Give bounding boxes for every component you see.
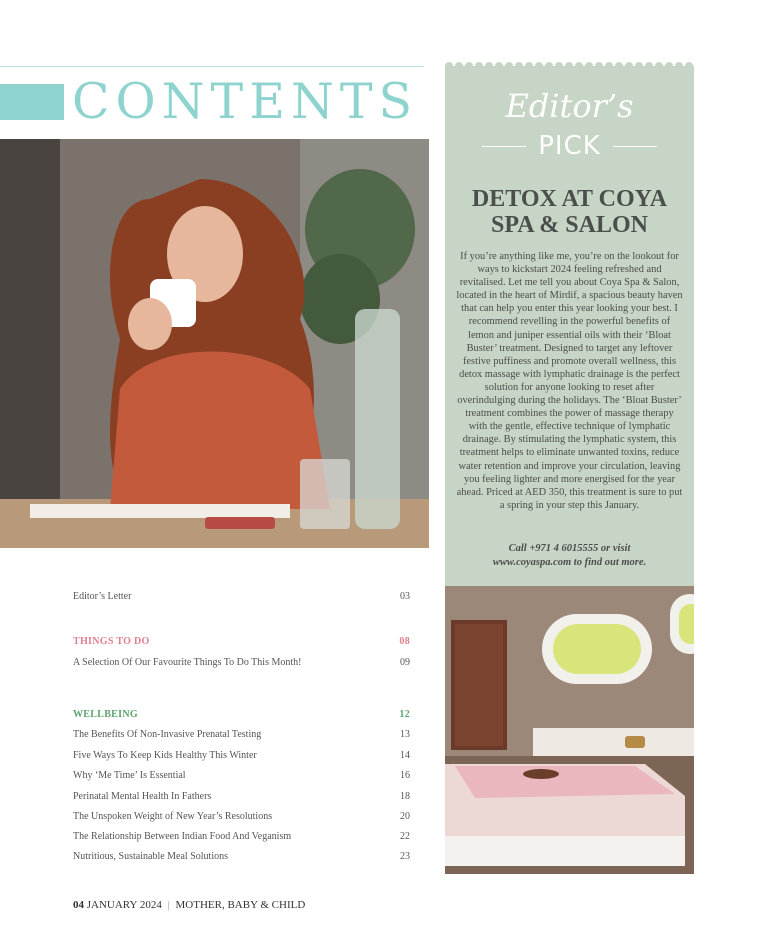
hero-photo <box>0 139 429 548</box>
pick-cta-line-2[interactable]: www.coyaspa.com to find out more. <box>492 557 647 568</box>
toc-item[interactable] <box>73 586 410 606</box>
toc-item-page: 13 <box>400 728 410 740</box>
page-footer <box>73 899 305 911</box>
toc-item[interactable] <box>73 724 410 744</box>
toc-item-page: 23 <box>400 850 410 862</box>
toc-item-page: 20 <box>400 810 410 822</box>
toc-item[interactable] <box>73 745 410 765</box>
toc-item-label: A Selection Of Our Favourite Things To Do This Month! <box>73 656 302 668</box>
toc-item-page: 03 <box>400 590 410 602</box>
toc-section-label: THINGS TO DO <box>73 635 150 647</box>
toc-item-label: The Relationship Between Indian Food And Veganism <box>73 830 292 842</box>
toc-item-label: The Unspoken Weight of New Year’s Resolutions <box>73 810 273 822</box>
toc-item-page: 14 <box>400 749 410 761</box>
header-rule <box>0 66 424 67</box>
toc-section-label: WELLBEING <box>73 708 138 720</box>
toc-item-label: The Benefits Of Non-Invasive Prenatal Testing <box>73 728 262 740</box>
toc-item[interactable] <box>73 826 410 846</box>
editors-pick-script-title: Editor’s <box>505 87 634 125</box>
pick-rule-right <box>613 146 657 147</box>
toc-item-page: 18 <box>400 790 410 802</box>
spa-photo <box>445 586 694 874</box>
pick-word: PICK <box>538 131 601 161</box>
toc-section-page: 12 <box>399 708 410 720</box>
scallop-edge <box>445 62 694 72</box>
page-title: CONTENTS <box>72 73 419 130</box>
footer-issue: JANUARY 2024 <box>86 899 162 911</box>
toc-item[interactable] <box>73 765 410 785</box>
toc-item-page: 16 <box>400 769 410 781</box>
toc-section-things-to-do[interactable] <box>73 631 410 651</box>
footer-page-number: 04 <box>73 899 84 911</box>
toc-item-label: Nutritious, Sustainable Meal Solutions <box>73 850 228 862</box>
pick-call-to-action <box>452 542 687 570</box>
toc-item[interactable] <box>73 652 410 672</box>
toc-item-label: Five Ways To Keep Kids Healthy This Winter <box>73 749 257 761</box>
toc-item-page: 09 <box>400 656 410 668</box>
pick-body-text: If you’re anything like me, you’re on the lookout for ways to kickstart 2024 feeling refreshed and revitalised. Let me tell you about Coya Spa & Salon, located in the heart of Mirdif, a spacious beauty haven that can help you enter this year looking your best. I recommend revelling in the powerful benefits of lemon and juniper essential oils with their ‘Bloat Buster’ treatment. Designed to target any leftover festive puffiness and promote overall wellness, this detox massage with lymphatic drainage is the perfect solution for anyone looking to reset after overindulging during the holidays. The ‘Bloat Buster’ treatment combines the power of massage therapy with the gentle, effective technique of lymphatic drainage. By stimulating the lymphatic system, this treatment helps to eliminate unwanted toxins, reduce water retention and improve your circulation, leaving you feeling lighter and more energised for the year ahead. Priced at AED 350, this treatment is sure to put a spring in your step this January. <box>456 251 683 511</box>
pick-headline: DETOX AT COYA SPA & SALON <box>471 186 668 238</box>
pick-cta-line-1: Call +971 4 6015555 or visit <box>508 543 631 554</box>
toc-section-page: 08 <box>399 635 410 647</box>
footer-publication: MOTHER, BABY & CHILD <box>175 899 306 911</box>
pick-rule-left <box>482 146 526 147</box>
toc-item-label: Editor’s Letter <box>73 590 132 602</box>
spa-illustration <box>445 586 694 874</box>
toc-item-label: Why ‘Me Time’ Is Essential <box>73 769 186 781</box>
toc-item-label: Perinatal Mental Health In Fathers <box>73 790 212 802</box>
header-accent-block <box>0 84 64 120</box>
hero-illustration <box>0 139 429 548</box>
pick-heading <box>445 128 694 164</box>
toc-section-wellbeing[interactable] <box>73 704 410 724</box>
toc-item[interactable] <box>73 806 410 826</box>
footer-separator: | <box>167 899 170 911</box>
toc-item-page: 22 <box>400 830 410 842</box>
toc-item[interactable] <box>73 846 410 866</box>
toc-item[interactable] <box>73 786 410 806</box>
